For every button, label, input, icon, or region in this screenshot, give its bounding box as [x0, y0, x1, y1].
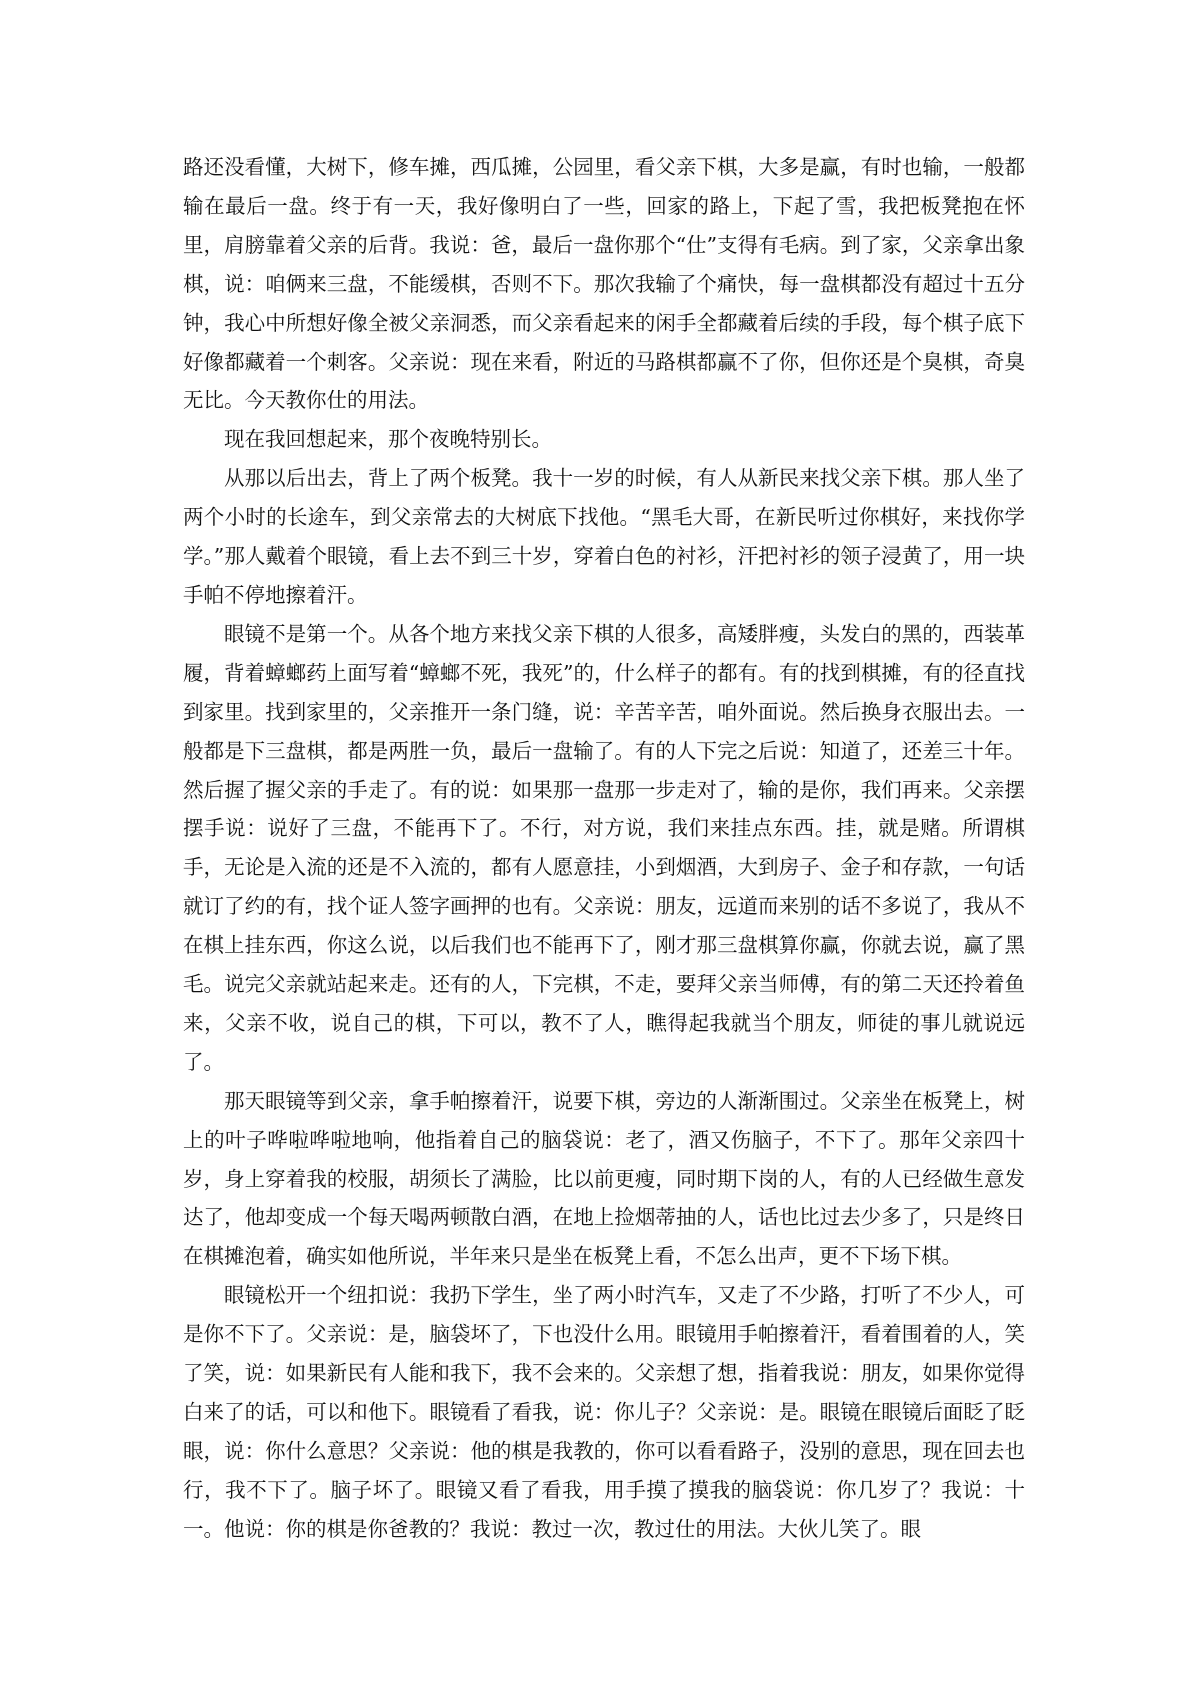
paragraph-continuation: 路还没看懂，大树下，修车摊，西瓜摊，公园里，看父亲下棋，大多是赢，有时也输，一般都输在最后一盘。终于有一天，我好像明白了一些，回家的路上，下起了雪，我把板凳抱在怀里，肩膀靠着父亲的后背。我说：爸，最后一盘你那个“仕”支得有毛病。到了家，父亲拿出象棋，说：咱俩来三盘，不能缓棋，否则不下。那次我输了个痛快，每一盘棋都没有超过十五分钟，我心中所想好像全被父亲洞悉，而父亲看起来的闲手全都藏着后续的手段，每个棋子底下好像都藏着一个刺客。父亲说：现在来看，附近的马路棋都赢不了你，但你还是个臭棋，奇臭无比。今天教你仕的用法。 [183, 155, 1025, 413]
paragraph: 眼镜松开一个纽扣说：我扔下学生，坐了两小时汽车，又走了不少路，打听了不少人，可是你不下了。父亲说：是，脑袋坏了，下也没什么用。眼镜用手帕擦着汗，看着围着的人，笑了笑，说：如果新民有人能和我下，我不会来的。父亲想了想，指着我说：朋友，如果你觉得白来了的话，可以和他下。眼镜看了看我，说：你儿子？父亲说：是。眼镜在眼镜后面眨了眨眼，说：你什么意思？父亲说：他的棋是我教的，你可以看看路子，没别的意思，现在回去也行，我不下了。脑子坏了。眼镜又看了看我，用手摸了摸我的脑袋说：你几岁了？我说：十一。他说：你的棋是你爸教的？我说：教过一次，教过仕的用法。大伙儿笑了。眼 [183, 1283, 1025, 1541]
article-body [183, 148, 1025, 1549]
paragraph: 那天眼镜等到父亲，拿手帕擦着汗，说要下棋，旁边的人渐渐围过。父亲坐在板凳上，树上的叶子哗啦哗啦地响，他指着自己的脑袋说：老了，酒又伤脑子，不下了。那年父亲四十岁，身上穿着我的校服，胡须长了满脸，比以前更瘦，同时期下岗的人，有的人已经做生意发达了，他却变成一个每天喝两顿散白酒，在地上捡烟蒂抽的人，话也比过去少多了，只是终日在棋摊泡着，确实如他所说，半年来只是坐在板凳上看，不怎么出声，更不下场下棋。 [183, 1088, 1025, 1269]
paragraph: 从那以后出去，背上了两个板凳。我十一岁的时候，有人从新民来找父亲下棋。那人坐了两个小时的长途车，到父亲常去的大树底下找他。“黑毛大哥，在新民听过你棋好，来找你学学。”那人戴着个眼镜，看上去不到三十岁，穿着白色的衬衫，汗把衬衫的领子浸黄了，用一块手帕不停地擦着汗。 [183, 466, 1025, 607]
paragraph: 现在我回想起来，那个夜晚特别长。 [224, 427, 552, 452]
paragraph: 眼镜不是第一个。从各个地方来找父亲下棋的人很多，高矮胖瘦，头发白的黑的，西装革履，背着蟑螂药上面写着“蟑螂不死，我死”的，什么样子的都有。有的找到棋摊，有的径直找到家里。找到家里的，父亲推开一条门缝，说：辛苦辛苦，咱外面说。然后换身衣服出去。一般都是下三盘棋，都是两胜一负，最后一盘输了。有的人下完之后说：知道了，还差三十年。然后握了握父亲的手走了。有的说：如果那一盘那一步走对了，输的是你，我们再来。父亲摆摆手说：说好了三盘，不能再下了。不行，对方说，我们来挂点东西。挂，就是赌。所谓棋手，无论是入流的还是不入流的，都有人愿意挂，小到烟酒，大到房子、金子和存款，一句话就订了约的有，找个证人签字画押的也有。父亲说：朋友，远道而来别的话不多说了，我从不在棋上挂东西，你这么说，以后我们也不能再下了，刚才那三盘棋算你赢，你就去说，赢了黑毛。说完父亲就站起来走。还有的人，下完棋，不走，要拜父亲当师傅，有的第二天还拎着鱼来，父亲不收，说自己的棋，下可以，教不了人，瞧得起我就当个朋友，师徒的事儿就说远了。 [183, 621, 1025, 1074]
